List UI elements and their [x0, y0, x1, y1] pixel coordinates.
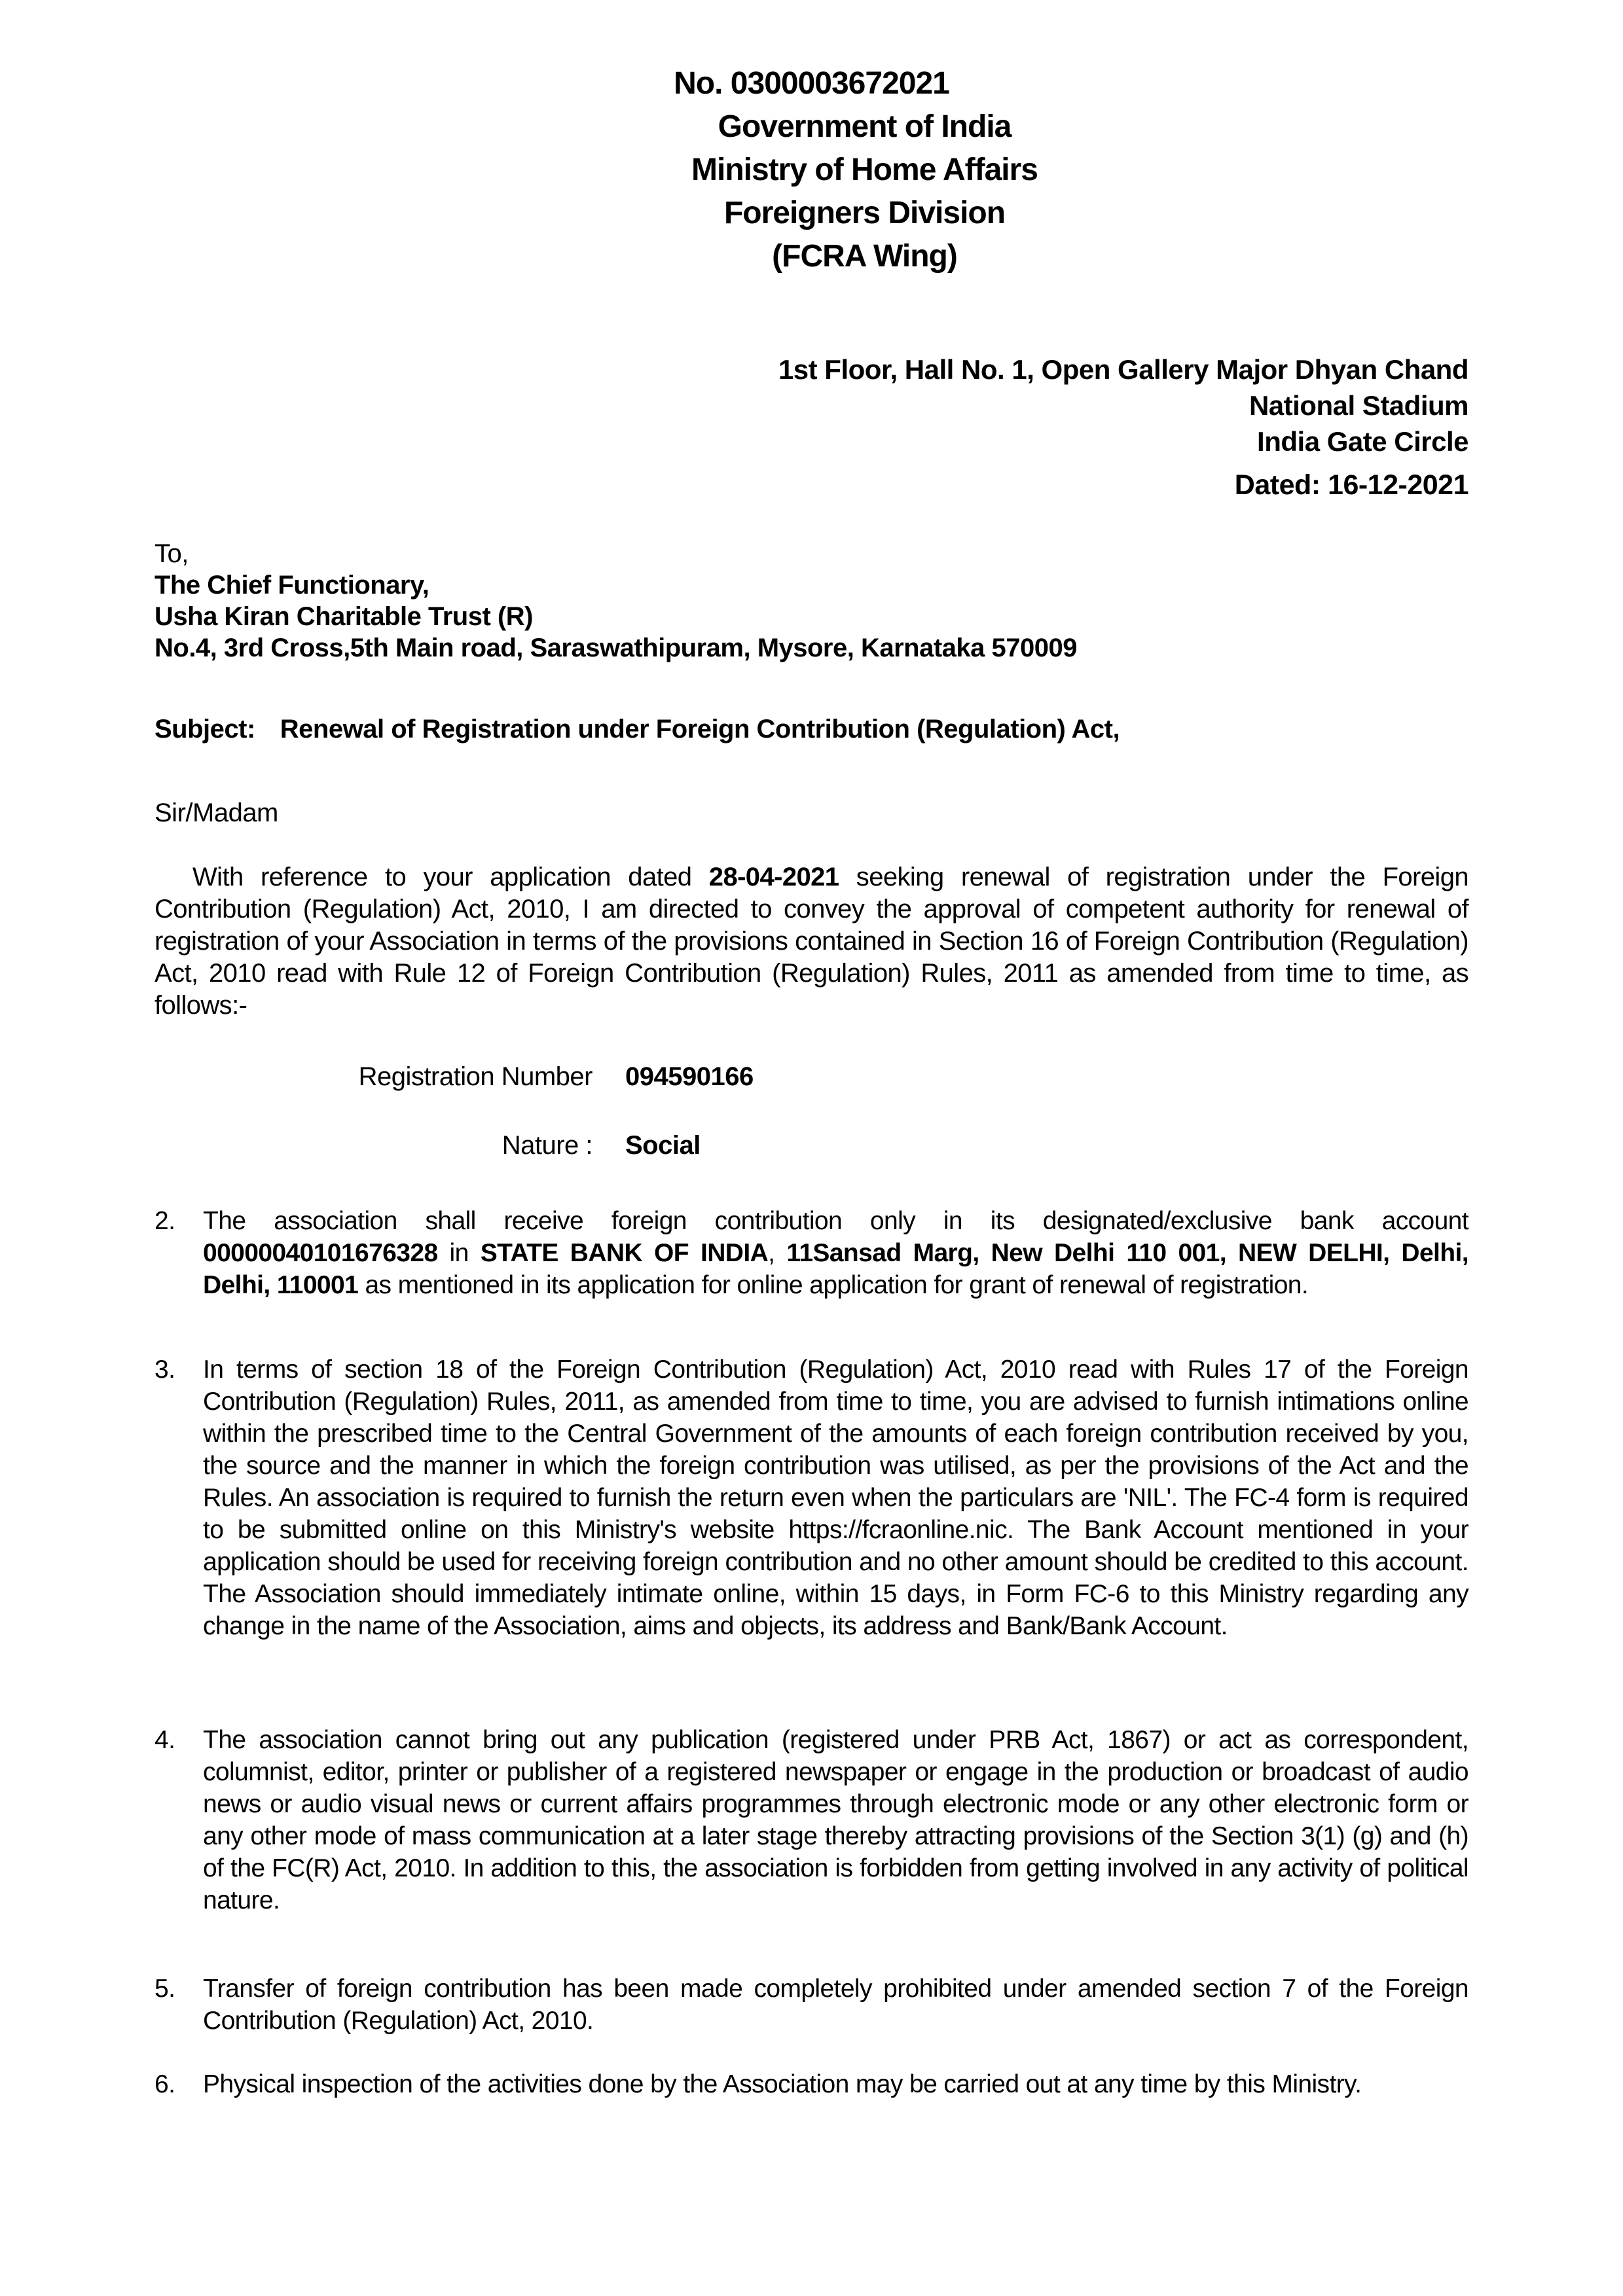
subject-text: Renewal of Registration under Foreign Contribution (Regulation) Act, [280, 715, 1120, 744]
dated-line: Dated: 16-12-2021 [1234, 469, 1468, 501]
item-text [203, 1354, 1468, 1642]
intro-paragraph [155, 861, 1468, 1022]
office-address [155, 351, 1468, 459]
item-number: 5. [155, 1975, 175, 2003]
nature-label: Nature : [501, 1131, 593, 1160]
recipient-block [155, 538, 1468, 664]
conditions-list [155, 1205, 1468, 2100]
item-number: 3. [155, 1355, 175, 1384]
text-segment: Transfer of foreign contribution has been made completely prohibited under amended section 7 of the Foreign Contribution (Regulation) Act, 2010. [203, 1975, 1468, 2035]
office-address-line: India Gate Circle [1257, 426, 1468, 457]
office-address-line: 1st Floor, Hall No. 1, Open Gallery Major Dhyan Chand [778, 354, 1468, 385]
registration-number-value: 094590166 [625, 1062, 754, 1091]
bold-text-segment: 28-04-2021 [708, 863, 839, 891]
text-segment: The association cannot bring out any publication (registered under PRB Act, 1867) or act as correspondent, columnist, editor, printer or publisher of a registered newspaper or engage in the production or broadcast of audio news or audio visual news or current affairs programmes through electronic mode or any other electronic form or any other mode of mass communication at a later stage thereby attracting provisions of the Section 3(1) (g) and (h) of the FC(R) Act, 2010. In addition to this, the association is forbidden from getting involved in any activity of political nature. [203, 1726, 1468, 1914]
document-reference-number: No. 0300003672021 [674, 66, 949, 101]
office-address-line: National Stadium [1249, 390, 1468, 421]
recipient-address: No.4, 3rd Cross,5th Main road, Saraswathipuram, Mysore, Karnataka 570009 [155, 634, 1077, 662]
subject-label: Subject: [155, 715, 255, 744]
text-segment: in [437, 1239, 481, 1267]
text-segment: Physical inspection of the activities done by the Association may be carried out at any time by this Ministry. [203, 2070, 1362, 2098]
recipient-designation: The Chief Functionary, [155, 571, 429, 600]
item-number: 2. [155, 1207, 175, 1235]
item-number: 6. [155, 2070, 175, 2098]
registration-number-label: Registration Number [358, 1062, 593, 1091]
bold-text-segment: 00000040101676328 [203, 1239, 438, 1267]
registration-number-row [155, 1061, 1468, 1093]
letterhead-line-wing: (FCRA Wing) [772, 239, 957, 274]
text-segment: as mentioned in its application for online application for grant of renewal of registration. [358, 1271, 1309, 1299]
recipient-to: To, [155, 539, 189, 568]
bold-text-segment: STATE BANK OF INDIA [480, 1239, 769, 1267]
letterhead-line-division: Foreigners Division [723, 196, 1006, 230]
item-text [203, 2068, 1468, 2100]
item-number: 4. [155, 1726, 175, 1754]
text-segment: With reference to your application dated [192, 863, 709, 891]
nature-row [155, 1130, 1468, 1162]
item-text [203, 1973, 1468, 2037]
recipient-organisation: Usha Kiran Charitable Trust (R) [155, 602, 533, 631]
registration-details [155, 1061, 1468, 1162]
item-text [203, 1205, 1468, 1301]
subject-row [155, 713, 1468, 745]
numbered-item [155, 1724, 1468, 1916]
letterhead-line-ministry: Ministry of Home Affairs [691, 152, 1038, 187]
item-text [203, 1724, 1468, 1916]
text-segment: The association shall receive foreign contribution only in its designated/exclusive bank account [203, 1207, 1468, 1235]
letterhead [155, 105, 1468, 278]
text-segment: , [768, 1239, 787, 1267]
bold-text-segment: 11Sansad Marg, New Delhi 110 001, NEW DELHI, Delhi, Delhi, 110001 [203, 1239, 1468, 1299]
numbered-item [155, 2068, 1468, 2100]
numbered-item [155, 1354, 1468, 1642]
greeting: Sir/Madam [155, 798, 278, 827]
numbered-item [155, 1973, 1468, 2037]
text-segment: In terms of section 18 of the Foreign Contribution (Regulation) Act, 2010 read with Rules 17 of the Foreign Contribution (Regulation) Rules, 2011, as amended from time to time, you are advised to furnish intimations online within the prescribed time to the Central Government of the amounts of each foreign contribution received by you, the source and the manner in which the foreign contribution was utilised, as per the provisions of the Act and the Rules. An association is required to furnish the return even when the particulars are 'NIL'. The FC-4 form is required to be submitted online on this Ministry's website https://fcraonline.nic. The Bank Account mentioned in your application should be used for receiving foreign contribution and no other amount should be credited to this account. The Association should immediately intimate online, within 15 days, in Form FC-6 to this Ministry regarding any change in the name of the Association, aims and objects, its address and Bank/Bank Account. [203, 1355, 1468, 1640]
letterhead-line-government: Government of India [718, 109, 1012, 144]
numbered-item [155, 1205, 1468, 1301]
nature-value: Social [625, 1131, 701, 1160]
text-segment: seeking renewal of registration under the Foreign Contribution (Regulation) Act, 2010, I am directed to convey the approval of competent authority for renewal of registration of your Association in terms of the provisions contained in Section 16 of Foreign Contribution (Regulation) Act, 2010 read with Rule 12 of Foreign Contribution (Regulation) Rules, 2011 as amended from time to time, as follows:- [155, 863, 1468, 1020]
